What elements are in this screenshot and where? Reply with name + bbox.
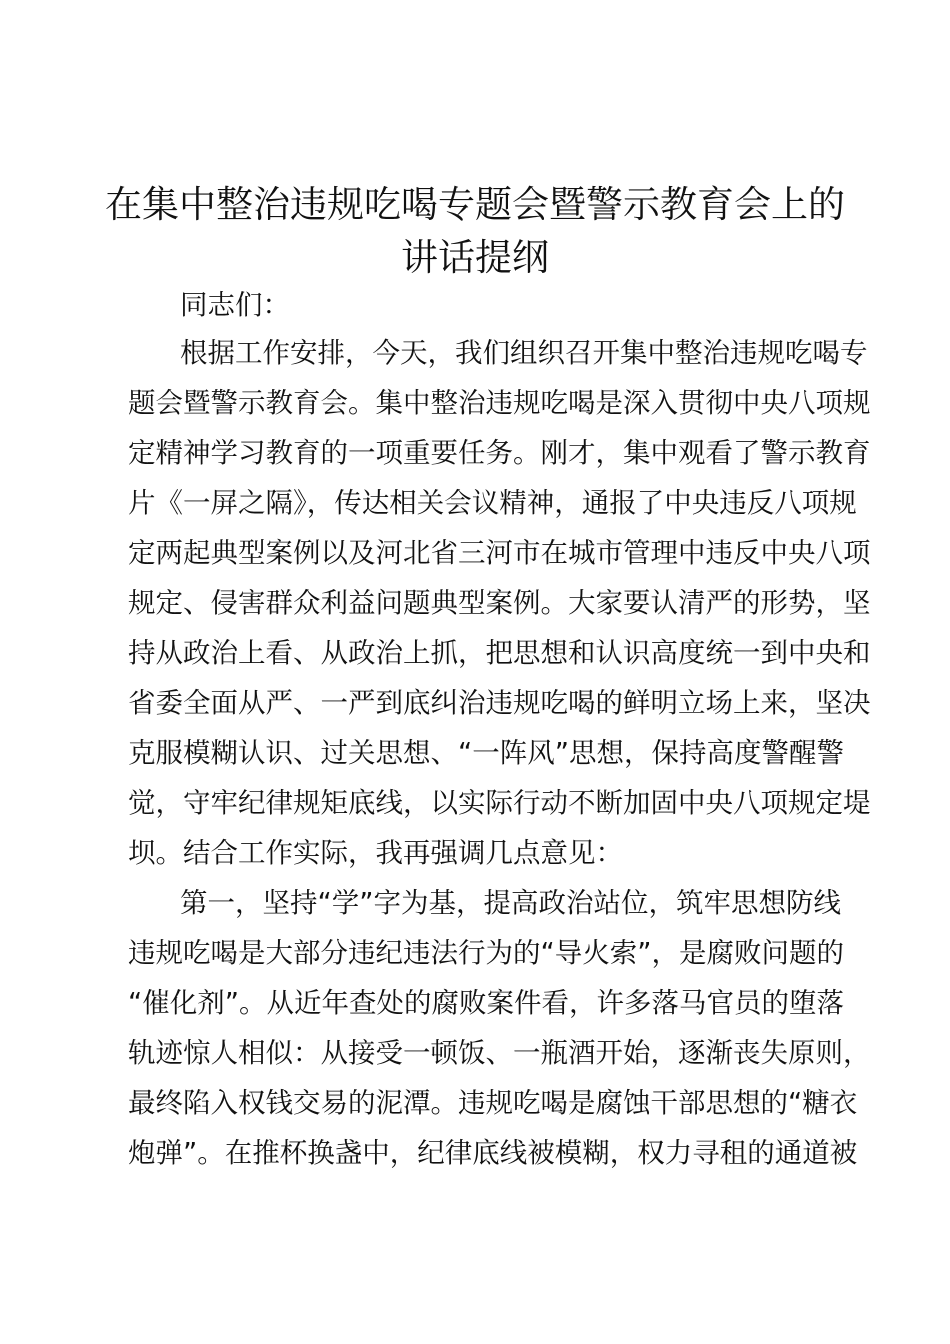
paragraph-line: 定精神学习教育的一项重要任务。刚才，集中观看了警示教育: [128, 437, 871, 469]
paragraph-1: [128, 328, 871, 878]
paragraph-line: 最终陷入权钱交易的泥潭。违规吃喝是腐蚀干部思想的“糖衣: [128, 1087, 858, 1119]
paragraph-line: 觉，守牢纪律规矩底线，以实际行动不断加固中央八项规定堤: [128, 787, 871, 819]
paragraph-line: 违规吃喝是大部分违纪违法行为的“导火索”，是腐败问题的: [128, 937, 844, 969]
title-line-1: 在集中整治违规吃喝专题会暨警示教育会上的: [105, 183, 845, 226]
paragraph-line: 轨迹惊人相似：从接受一顿饭、一瓶酒开始，逐渐丧失原则，: [128, 1037, 871, 1069]
paragraph-line: 根据工作安排，今天，我们组织召开集中整治违规吃喝专: [180, 337, 868, 369]
document-title: [100, 178, 850, 284]
paragraph-line: “催化剂”。从近年查处的腐败案件看，许多落马官员的堕落: [128, 987, 844, 1019]
paragraph-line: 题会暨警示教育会。集中整治违规吃喝是深入贯彻中央八项规: [128, 387, 871, 419]
paragraph-line: 克服模糊认识、过关思想、“一阵风”思想，保持高度警醒警: [128, 737, 844, 769]
paragraph-line: 第一，坚持“学”字为基，提高政治站位，筑牢思想防线: [180, 887, 841, 919]
paragraph-line: 省委全面从严、一严到底纠治违规吃喝的鲜明立场上来，坚决: [128, 687, 871, 719]
paragraph-line: 炮弹”。在推杯换盏中，纪律底线被模糊，权力寻租的通道被: [128, 1137, 858, 1169]
paragraph-line: 持从政治上看、从政治上抓，把思想和认识高度统一到中央和: [128, 637, 871, 669]
paragraph-line: 定两起典型案例以及河北省三河市在城市管理中违反中央八项: [128, 537, 871, 569]
paragraph-line: 坝。结合工作实际，我再强调几点意见：: [128, 837, 623, 869]
paragraph-line: 规定、侵害群众利益问题典型案例。大家要认清严的形势，坚: [128, 587, 871, 619]
title-line-2: 讲话提纲: [401, 236, 549, 279]
paragraph-2: [128, 878, 871, 1178]
paragraph-line: 片《一屏之隔》，传达相关会议精神，通报了中央违反八项规: [128, 487, 857, 519]
greeting: 同志们：: [180, 289, 290, 321]
